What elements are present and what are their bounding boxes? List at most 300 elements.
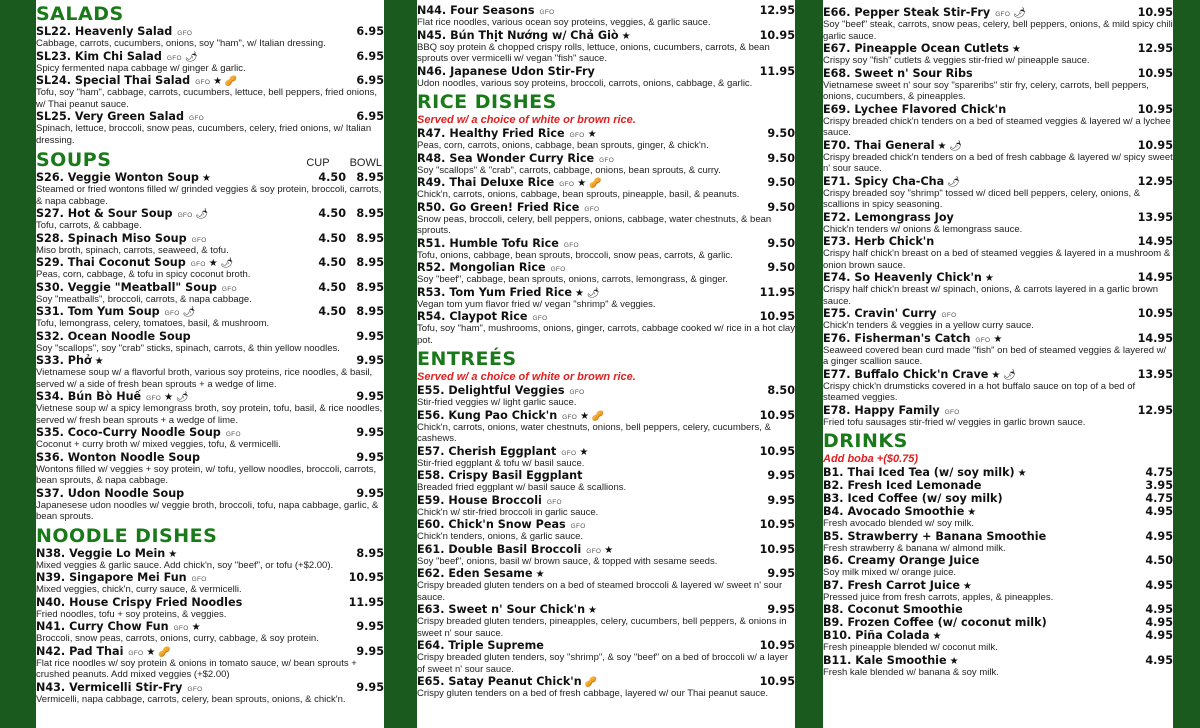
menu-item bbox=[36, 426, 384, 451]
item-price: 9.95 bbox=[767, 469, 795, 482]
menu-item-header bbox=[36, 571, 384, 584]
section-title: NOODLE DISHES bbox=[36, 524, 218, 547]
item-name: SL24. Special Thai Salad bbox=[36, 74, 191, 87]
menu-item bbox=[823, 404, 1173, 429]
item-name: S28. Spinach Miso Soup bbox=[36, 231, 187, 245]
star-icon: ★ bbox=[993, 333, 1003, 345]
item-description: Chick'n tenders, onions, & garlic sauce. bbox=[417, 531, 584, 542]
menu-item-header bbox=[823, 103, 1173, 116]
bowl-price: 8.95 bbox=[356, 171, 384, 184]
item-description: Pressed juice from fresh carrots, apples, & pineapples. bbox=[823, 591, 1054, 603]
menu-item bbox=[823, 654, 1173, 679]
menu-item-header bbox=[823, 579, 1173, 592]
menu-item-header bbox=[417, 29, 795, 42]
item-price: 4.75 bbox=[1145, 466, 1173, 479]
item-name: B1. Thai Iced Tea (w/ soy milk) bbox=[823, 466, 1015, 479]
menu-item bbox=[823, 492, 1173, 505]
item-price: 4.50 bbox=[1145, 554, 1173, 567]
star-icon: ★ bbox=[621, 30, 631, 42]
menu-item-header bbox=[417, 494, 795, 507]
menu-item-header bbox=[36, 620, 384, 633]
item-description: Fried noodles, tofu + soy proteins, & veggies. bbox=[36, 608, 227, 620]
item-name: R51. Humble Tofu Rice bbox=[417, 236, 559, 250]
menu-item bbox=[823, 616, 1173, 629]
menu-item bbox=[417, 237, 795, 262]
item-name: E76. Fisherman's Catch bbox=[823, 331, 971, 345]
gluten-free-option-badge: GFO bbox=[559, 181, 575, 188]
item-name: S33. Phở bbox=[36, 354, 92, 367]
item-name: E65. Satay Peanut Chick'n bbox=[417, 675, 582, 688]
item-name: E56. Kung Pao Chick'n bbox=[417, 408, 558, 422]
item-price: 9.50 bbox=[767, 176, 795, 189]
menu-item bbox=[823, 368, 1173, 404]
item-name: S32. Ocean Noodle Soup bbox=[36, 329, 191, 343]
item-description: Vietnamese sweet n' sour soy "spareribs" stir fry, celery, carrots, bell peppers, onions, cucumbers, & pineapples. bbox=[823, 79, 1149, 102]
menu-item-header bbox=[417, 445, 795, 458]
column-divider-1 bbox=[384, 0, 417, 728]
item-name: E68. Sweet n' Sour Ribs bbox=[823, 66, 973, 80]
entrees-list bbox=[417, 384, 795, 700]
salads-list bbox=[36, 25, 384, 146]
gluten-free-option-badge: GFO bbox=[146, 395, 162, 402]
menu-item bbox=[823, 42, 1173, 67]
item-name: E63. Sweet n' Sour Chick'n bbox=[417, 603, 586, 616]
menu-item bbox=[823, 332, 1173, 368]
menu-item-header bbox=[417, 384, 795, 397]
item-price: 10.95 bbox=[348, 571, 384, 584]
item-description: Crispy half chick'n breast w/ spinach, onions, & carrots layered in a garlic brown sauce. bbox=[823, 284, 1158, 307]
item-description: Vermicelli, napa cabbage, carrots, celery, bean sprouts, onions, & chick'n. bbox=[36, 693, 346, 705]
item-price: 3.95 bbox=[1145, 479, 1173, 492]
item-description: Flat rice noodles w/ soy protein & onions in tomato sauce, w/ bean sprouts + crushed peanuts. Add mixed veggies (+$2.00) bbox=[36, 657, 357, 680]
menu-item-header bbox=[36, 74, 384, 87]
item-description: Stir-fried eggplant & tofu w/ basil sauce. bbox=[417, 457, 585, 469]
item-price: 10.95 bbox=[759, 542, 795, 556]
item-description: Crispy soy "fish" cutlets & veggies stir-fried w/ pineapple sauce. bbox=[823, 55, 1090, 66]
menu-item-header bbox=[823, 629, 1173, 642]
item-name: B3. Iced Coffee (w/ soy milk) bbox=[823, 492, 1003, 505]
menu-item bbox=[417, 543, 795, 568]
menu-item-header bbox=[823, 211, 1173, 224]
entrees-list-continued bbox=[823, 6, 1173, 428]
gluten-free-option-badge: GFO bbox=[221, 285, 237, 293]
menu-item bbox=[823, 530, 1173, 555]
menu-item-header bbox=[823, 492, 1173, 505]
star-icon: ★ bbox=[587, 129, 597, 140]
menu-item bbox=[823, 505, 1173, 530]
item-description: Seaweed covered bean curd made "fish" on bed of steamed veggies & layered w/ a ginger scallion sauce. bbox=[823, 344, 1167, 367]
item-name: E66. Pepper Steak Stir-Fry bbox=[823, 6, 991, 19]
menu-item bbox=[417, 29, 795, 65]
item-description: Chick'n w/ stir-fried broccoli in garlic sauce. bbox=[417, 506, 599, 518]
item-price: 10.95 bbox=[1137, 102, 1173, 116]
menu-item bbox=[417, 65, 795, 90]
menu-item-header bbox=[417, 4, 795, 17]
item-price: 11.95 bbox=[759, 285, 795, 299]
menu-item bbox=[36, 487, 384, 523]
item-description: Snow peas, broccoli, celery, bell peppers, onions, cabbage, water chestnuts, & bean sprouts. bbox=[417, 213, 772, 236]
menu-item bbox=[417, 518, 795, 543]
star-icon: ★ bbox=[535, 569, 545, 580]
menu-item bbox=[417, 409, 795, 445]
item-description: Fresh avocado blended w/ soy milk. bbox=[823, 518, 975, 529]
menu-item bbox=[36, 256, 384, 281]
menu-item-header bbox=[823, 554, 1173, 567]
item-description: Soy "scallops" & "crab", carrots, cabbage, onions, bean sprouts, & curry. bbox=[417, 164, 721, 176]
section-title: SALADS bbox=[36, 3, 124, 25]
cup-price: 4.50 bbox=[318, 231, 346, 245]
item-name: R48. Sea Wonder Curry Rice bbox=[417, 151, 595, 165]
gluten-free-option-badge: GFO bbox=[195, 79, 211, 86]
item-name: S27. Hot & Sour Soup bbox=[36, 207, 173, 220]
gluten-free-option-badge: GFO bbox=[166, 54, 182, 62]
menu-item-header bbox=[417, 543, 795, 556]
entrees-note: Served w/ a choice of white or brown rice. bbox=[417, 371, 636, 383]
peanut-icon: 🥜 bbox=[584, 677, 598, 688]
menu-item bbox=[417, 603, 795, 639]
item-price: 8.95 bbox=[356, 546, 384, 560]
cup-price: 4.50 bbox=[318, 256, 346, 269]
gluten-free-option-badge: GFO bbox=[563, 241, 579, 249]
menu-item-header bbox=[36, 256, 384, 269]
item-name: SL25. Very Green Salad bbox=[36, 110, 184, 123]
menu-item bbox=[823, 479, 1173, 492]
star-icon: ★ bbox=[94, 356, 104, 367]
gluten-free-option-badge: GFO bbox=[191, 236, 207, 244]
item-name: E57. Cherish Eggplant bbox=[417, 444, 557, 458]
noodles-section bbox=[36, 525, 384, 706]
item-name: E70. Thai General bbox=[823, 138, 935, 152]
star-icon: ★ bbox=[962, 580, 972, 592]
drinks-note: Add boba +($0.75) bbox=[823, 453, 919, 465]
item-price: 4.95 bbox=[1145, 616, 1173, 629]
menu-item-header bbox=[417, 639, 795, 652]
item-description: Crispy breaded gluten tenders on a bed of steamed broccoli & layered w/ sweet n' sour sauce. bbox=[417, 580, 783, 603]
menu-item-header bbox=[823, 235, 1173, 248]
bowl-price: 9.95 bbox=[356, 450, 384, 464]
menu-item bbox=[36, 25, 384, 50]
spicy-icon: 🌶 bbox=[1013, 8, 1026, 19]
star-icon: ★ bbox=[588, 605, 598, 616]
item-price: 8.50 bbox=[767, 384, 795, 397]
menu-item-header bbox=[36, 110, 384, 123]
menu-item-header bbox=[417, 469, 795, 482]
item-description: Crispy breaded gluten tenders, soy "shrimp", & soy "beef" on a bed of broccoli w/ a layer of sweet n' sour sauce. bbox=[417, 652, 788, 675]
item-price: 6.95 bbox=[356, 110, 384, 123]
item-description: Tofu, soy "ham", mushrooms, onions, ginger, carrots, cabbage cooked w/ rice in a hot clay pot. bbox=[417, 323, 795, 346]
item-name: B9. Frozen Coffee (w/ coconut milk) bbox=[823, 616, 1047, 629]
menu-item bbox=[36, 330, 384, 355]
item-name: S29. Thai Coconut Soup bbox=[36, 256, 186, 269]
gluten-free-option-badge: GFO bbox=[944, 408, 960, 416]
gluten-free-option-badge: GFO bbox=[173, 625, 189, 632]
star-icon: ★ bbox=[967, 507, 977, 518]
item-name: SL23. Kim Chi Salad bbox=[36, 49, 162, 63]
star-icon: ★ bbox=[932, 631, 942, 642]
menu-item bbox=[417, 286, 795, 311]
gluten-free-option-badge: GFO bbox=[539, 9, 555, 16]
item-description: Fresh strawberry & banana w/ almond milk. bbox=[823, 542, 1006, 554]
menu-item bbox=[823, 235, 1173, 271]
item-name: N46. Japanese Udon Stir-Fry bbox=[417, 64, 595, 78]
menu-item-header bbox=[417, 152, 795, 165]
item-name: S35. Coco-Curry Noodle Soup bbox=[36, 426, 221, 439]
item-description: Udon noodles, various soy proteins, broccoli, carrots, onions, cabbage, & garlic. bbox=[417, 77, 753, 89]
item-name: B2. Fresh Iced Lemonade bbox=[823, 479, 982, 492]
menu-item bbox=[417, 152, 795, 177]
gluten-free-option-badge: GFO bbox=[177, 212, 193, 219]
menu-item-header bbox=[36, 426, 384, 439]
spicy-icon: ★ 🌶 bbox=[164, 392, 189, 403]
menu-item bbox=[36, 645, 384, 681]
soups-section bbox=[36, 147, 384, 523]
item-description: Soy "scallops", soy "crab" sticks, spinach, carrots, & thin yellow noodles. bbox=[36, 342, 340, 354]
menu-item-header bbox=[823, 6, 1173, 19]
star-icon: ★ bbox=[168, 548, 178, 560]
gluten-free-option-badge: GFO bbox=[941, 312, 957, 319]
menu-item bbox=[823, 175, 1173, 211]
item-name: E71. Spicy Cha-Cha bbox=[823, 174, 945, 188]
cup-label: CUP bbox=[306, 157, 330, 169]
item-price: 10.95 bbox=[759, 408, 795, 422]
item-description: Crispy gluten tenders on a bed of fresh cabbage, layered w/ our Thai peanut sauce. bbox=[417, 688, 769, 699]
item-name: N38. Veggie Lo Mein bbox=[36, 546, 166, 560]
menu-item bbox=[417, 639, 795, 675]
item-name: S37. Udon Noodle Soup bbox=[36, 486, 185, 500]
bowl-price: 9.95 bbox=[356, 329, 384, 343]
item-description: BBQ soy protein & chopped crispy rolls, lettuce, onions, cucumbers, carrots, & bean sprouts over vermicelli w/ vegan "fish" sauce. bbox=[417, 41, 770, 64]
item-description: Soy "beef" steak, carrots, snow peas, celery, bell peppers, onions, & mild spicy chili garlic sauce. bbox=[823, 19, 1173, 42]
menu-item-header bbox=[417, 286, 795, 299]
item-price: 10.95 bbox=[759, 518, 795, 531]
rice-section bbox=[417, 91, 795, 346]
size-columns bbox=[306, 157, 384, 171]
menu-item-header bbox=[36, 681, 384, 694]
bowl-price: 9.95 bbox=[356, 426, 384, 439]
item-description: Crispy chick'n drumsticks covered in a hot buffalo sauce on top of a bed of steamed veggies. bbox=[823, 380, 1136, 403]
menu-item-header bbox=[417, 310, 795, 323]
menu-item bbox=[417, 201, 795, 237]
item-description: Chick'n, carrots, onions, water chestnuts, onions, bell peppers, celery, cucumbers, & cashews. bbox=[417, 421, 771, 444]
spicy-icon: 🌶 bbox=[195, 209, 209, 220]
menu-item-header bbox=[417, 127, 795, 140]
menu-item bbox=[417, 4, 795, 29]
item-price: 11.95 bbox=[348, 595, 384, 609]
item-name: E59. House Broccoli bbox=[417, 493, 542, 507]
star-icon: ★ bbox=[201, 173, 211, 184]
bowl-price: 8.95 bbox=[356, 207, 384, 220]
item-price: 9.50 bbox=[767, 261, 795, 274]
item-price: 9.50 bbox=[767, 151, 795, 165]
gluten-free-option-badge: GFO bbox=[562, 413, 578, 421]
menu-item bbox=[417, 469, 795, 494]
item-name: R50. Go Green! Fried Rice bbox=[417, 200, 580, 214]
item-description: Flat rice noodles, various ocean soy proteins, veggies, & garlic sauce. bbox=[417, 17, 711, 28]
menu-item-header bbox=[823, 139, 1173, 152]
menu-item-header bbox=[823, 271, 1173, 284]
item-name: N40. House Crispy Fried Noodles bbox=[36, 595, 243, 609]
item-price: 9.50 bbox=[767, 200, 795, 214]
menu-item-header bbox=[417, 65, 795, 78]
item-name: R49. Thai Deluxe Rice bbox=[417, 176, 555, 189]
item-name: E64. Triple Supreme bbox=[417, 639, 544, 652]
gluten-free-option-badge: GFO bbox=[191, 576, 207, 583]
star-icon: ★ bbox=[604, 544, 614, 556]
menu-item bbox=[823, 307, 1173, 332]
item-description: Crispy breaded soy "shrimp" tossed w/ diced bell peppers, celery, onions, & scallions in spicy seasoning. bbox=[823, 187, 1141, 210]
bowl-label: BOWL bbox=[349, 157, 382, 169]
menu-item-header bbox=[36, 50, 384, 63]
item-price: 13.95 bbox=[1137, 210, 1173, 224]
menu-item bbox=[417, 675, 795, 700]
menu-item bbox=[417, 310, 795, 346]
item-name: E78. Happy Family bbox=[823, 403, 940, 417]
bowl-price: 9.95 bbox=[356, 354, 384, 367]
cup-price: 4.50 bbox=[318, 305, 346, 318]
item-name: B10. Piña Colada bbox=[823, 629, 930, 642]
menu-item-header bbox=[36, 305, 384, 318]
item-description: Stir-fried veggies w/ light garlic sauce. bbox=[417, 397, 577, 408]
item-name: R53. Tom Yum Fried Rice bbox=[417, 285, 572, 299]
item-description: Tofu, carrots, & cabbage. bbox=[36, 220, 142, 231]
item-description: Vietnese soup w/ a spicy lemongrass broth, soy protein, tofu, basil, & rice noodles, served w/ fresh bean sprouts + a wedge of lime. bbox=[36, 403, 383, 426]
menu-item-header bbox=[417, 603, 795, 616]
item-description: Tofu, onions, cabbage, bean sprouts, broccoli, snow peas, carrots, & garlic. bbox=[417, 249, 733, 261]
peanut-icon: ★ 🥜 bbox=[146, 646, 171, 658]
item-name: E72. Lemongrass Joy bbox=[823, 210, 954, 224]
gluten-free-option-badge: GFO bbox=[177, 30, 193, 37]
item-price: 4.95 bbox=[1145, 629, 1173, 642]
bowl-price: 8.95 bbox=[356, 231, 384, 245]
item-description: Spicy fermented napa cabbage w/ ginger & garlic. bbox=[36, 62, 246, 74]
item-price: 10.95 bbox=[759, 310, 795, 323]
menu-item-header bbox=[36, 330, 384, 343]
menu-item-header bbox=[823, 404, 1173, 417]
star-icon: ★ bbox=[1017, 468, 1027, 479]
menu-item bbox=[36, 390, 384, 426]
item-price: 14.95 bbox=[1137, 235, 1173, 248]
gluten-free-option-badge: GFO bbox=[570, 523, 586, 530]
bowl-price: 8.95 bbox=[356, 256, 384, 269]
item-price: 12.95 bbox=[759, 4, 795, 17]
entrees-section bbox=[417, 348, 795, 700]
item-name: B11. Kale Smoothie bbox=[823, 653, 947, 667]
menu-item bbox=[823, 579, 1173, 604]
item-price: 9.50 bbox=[767, 236, 795, 250]
item-price: 4.75 bbox=[1145, 492, 1173, 505]
item-name: S34. Bún Bò Huế bbox=[36, 390, 142, 403]
menu-item-header bbox=[823, 466, 1173, 479]
column-divider-2 bbox=[795, 0, 823, 728]
menu-item bbox=[823, 271, 1173, 307]
item-name: B7. Fresh Carrot Juice bbox=[823, 578, 960, 592]
menu-item-header bbox=[823, 42, 1173, 55]
salads-section bbox=[36, 3, 384, 146]
item-description: Broccoli, snow peas, carrots, onions, curry, cabbage, & soy protein. bbox=[36, 633, 319, 644]
item-description: Peas, corn, carrots, onions, cabbage, bean sprouts, ginger, & chick'n. bbox=[417, 140, 709, 151]
item-description: Crispy breaded chick'n tenders on a bed of fresh cabbage & layered w/ spicy sweet n' sour sauce. bbox=[823, 151, 1173, 174]
gluten-free-option-badge: GFO bbox=[586, 547, 602, 555]
item-name: E61. Double Basil Broccoli bbox=[417, 542, 582, 556]
rice-list bbox=[417, 127, 795, 346]
menu-item-header bbox=[823, 332, 1173, 345]
item-price: 4.95 bbox=[1145, 653, 1173, 667]
item-price: 12.95 bbox=[1137, 174, 1173, 188]
gluten-free-option-badge: GFO bbox=[995, 11, 1011, 18]
item-name: N39. Singapore Mei Fun bbox=[36, 571, 187, 584]
menu-item bbox=[36, 596, 384, 621]
item-description: Wontons filled w/ veggies + soy protein, w/ tofu, yellow noodles, broccoli, carrots, bean sprouts, & napa cabbage. bbox=[36, 463, 377, 486]
item-name: E69. Lychee Flavored Chick'n bbox=[823, 102, 1007, 116]
item-name: E75. Cravin' Curry bbox=[823, 307, 937, 320]
spicy-icon: ★ 🌶 bbox=[991, 369, 1016, 381]
left-border bbox=[0, 0, 36, 728]
item-description: Chick'n tenders & veggies in a yellow curry sauce. bbox=[823, 320, 1034, 331]
item-name: N41. Curry Chow Fun bbox=[36, 620, 169, 633]
soups-list bbox=[36, 171, 384, 523]
item-name: E55. Delightful Veggies bbox=[417, 384, 565, 397]
item-description: Vietnamese soup w/ a flavorful broth, various soy proteins, rice noodles, & basil, served w/ a side of fresh bean sprouts + a wedge of lime. bbox=[36, 367, 373, 390]
item-description: Coconut + curry broth w/ mixed veggies, tofu, & vermicelli. bbox=[36, 439, 281, 450]
spicy-icon: ★ 🌶 bbox=[937, 140, 962, 152]
item-description: Cabbage, carrots, cucumbers, onions, soy "ham", w/ Italian dressing. bbox=[36, 38, 326, 49]
menu-item bbox=[36, 571, 384, 596]
item-description: Crispy breaded gluten tenders, pineapples, celery, cucumbers, bell peppers, & onions in sweet n' sour sauce. bbox=[417, 616, 787, 639]
menu-item-header bbox=[36, 596, 384, 609]
item-description: Japanesese udon noodles w/ veggie broth, broccoli, tofu, napa cabbage, garlic, & bean sprouts. bbox=[36, 499, 379, 522]
item-description: Steamed or fried wontons filled w/ grinded veggies & soy protein, broccoli, carrots, & napa cabbage. bbox=[36, 184, 382, 207]
item-name: B4. Avocado Smoothie bbox=[823, 505, 965, 518]
item-description: Fried tofu sausages stir-fried w/ veggies in garlic brown sauce. bbox=[823, 416, 1086, 428]
menu-item bbox=[36, 281, 384, 306]
menu-item bbox=[823, 629, 1173, 654]
gluten-free-option-badge: GFO bbox=[561, 449, 577, 457]
menu-item-header bbox=[36, 645, 384, 658]
menu-item bbox=[36, 354, 384, 390]
item-price: 9.95 bbox=[767, 493, 795, 507]
section-title: ENTREÉS bbox=[417, 348, 517, 370]
item-price: 11.95 bbox=[759, 64, 795, 78]
star-icon: ★ bbox=[984, 273, 994, 284]
noodles-list bbox=[36, 547, 384, 706]
menu-item bbox=[417, 445, 795, 470]
item-name: N45. Bún Thịt Nướng w/ Chả Giò bbox=[417, 28, 619, 42]
item-name: R52. Mongolian Rice bbox=[417, 261, 546, 274]
soups-header bbox=[36, 147, 384, 171]
menu-item bbox=[36, 305, 384, 330]
cup-price: 4.50 bbox=[318, 280, 346, 294]
menu-item-header bbox=[417, 409, 795, 422]
item-price: 10.95 bbox=[759, 675, 795, 688]
item-price: 4.95 bbox=[1145, 603, 1173, 616]
item-description: Mixed veggies & garlic sauce. Add chick'n, soy "beef", or tofu (+$2.00). bbox=[36, 559, 334, 571]
item-name: S26. Veggie Wonton Soup bbox=[36, 171, 199, 184]
item-name: E60. Chick'n Snow Peas bbox=[417, 518, 566, 531]
gluten-free-option-badge: GFO bbox=[188, 115, 204, 122]
item-price: 9.95 bbox=[767, 603, 795, 616]
bowl-price: 8.95 bbox=[356, 280, 384, 294]
menu-item-header bbox=[417, 567, 795, 580]
menu-item-header bbox=[823, 479, 1173, 492]
menu-item-header bbox=[823, 175, 1173, 188]
item-description: Soy milk mixed w/ orange juice. bbox=[823, 567, 957, 578]
menu-item bbox=[417, 384, 795, 409]
item-name: E73. Herb Chick'n bbox=[823, 235, 935, 248]
item-description: Crispy breaded chick'n tenders on a bed of steamed veggies & layered w/ a lychee sauce. bbox=[823, 115, 1171, 138]
menu-item-header bbox=[823, 654, 1173, 667]
menu-item-header bbox=[823, 505, 1173, 518]
item-price: 10.95 bbox=[759, 639, 795, 652]
